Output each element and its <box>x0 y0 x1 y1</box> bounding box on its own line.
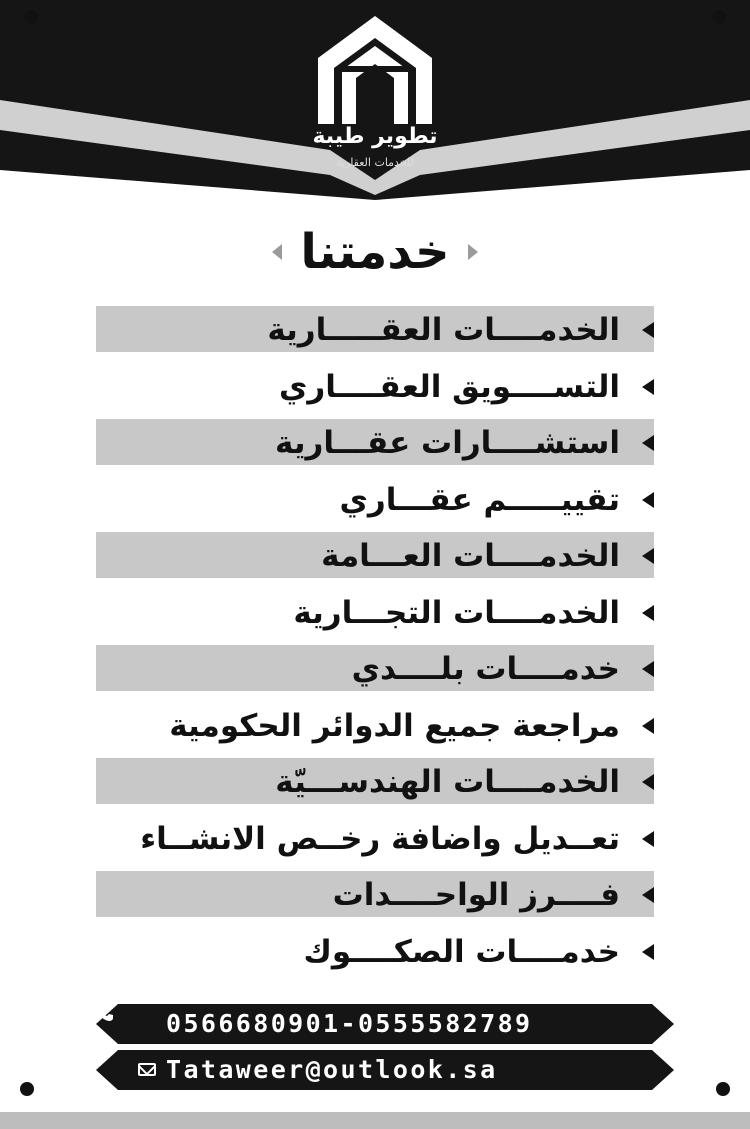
service-label: تقييـــــم عقـــاري <box>339 481 620 518</box>
service-label: الخدمــــات العقـــــارية <box>267 312 620 349</box>
phone-bar <box>96 1004 674 1044</box>
services-list <box>96 302 656 980</box>
service-item <box>96 754 656 811</box>
bullet-arrow-icon <box>642 831 654 847</box>
service-label: التســــويق العقــــاري <box>278 368 620 405</box>
brand-subtitle: للخدمات العقارية <box>336 156 414 169</box>
bullet-arrow-icon <box>642 322 654 338</box>
phone-numbers[interactable]: 0566680901-0555582789 <box>166 1009 533 1038</box>
service-label: تعــديل واضافة رخــص الانشــاء <box>140 820 620 857</box>
corner-dot-top-right <box>712 10 726 24</box>
service-item <box>96 924 656 981</box>
mail-icon <box>138 1063 156 1076</box>
bullet-arrow-icon <box>642 944 654 960</box>
services-heading: خدمتنا <box>300 224 450 280</box>
bullet-arrow-icon <box>642 548 654 564</box>
service-item <box>96 867 656 924</box>
service-item <box>96 811 656 868</box>
heading-arrow-right-icon <box>468 244 478 260</box>
bullet-arrow-icon <box>642 435 654 451</box>
service-label: الخدمــــات العـــامة <box>321 538 620 575</box>
bullet-arrow-icon <box>642 661 654 677</box>
service-item <box>96 472 656 529</box>
corner-dot-top-left <box>24 10 38 24</box>
service-item <box>96 698 656 755</box>
service-label: الخدمــــات التجـــارية <box>293 594 620 631</box>
bullet-arrow-icon <box>642 774 654 790</box>
service-item <box>96 641 656 698</box>
bullet-arrow-icon <box>642 718 654 734</box>
service-label: خدمــــات الصكــــوك <box>303 933 620 970</box>
service-item <box>96 415 656 472</box>
bullet-arrow-icon <box>642 379 654 395</box>
service-item <box>96 528 656 585</box>
heading-arrow-left-icon <box>272 244 282 260</box>
email-bar <box>96 1050 674 1090</box>
bullet-arrow-icon <box>642 605 654 621</box>
bullet-arrow-icon <box>642 887 654 903</box>
service-label: الخدمــــات الهندســـيّة <box>275 764 620 801</box>
corner-dot-bottom-right <box>716 1082 730 1096</box>
header-banner <box>0 0 750 200</box>
service-label: فــــرز الواحــــدات <box>332 877 620 914</box>
service-item <box>96 585 656 642</box>
phone-icon <box>96 1004 114 1022</box>
brand-name: تطوير طيبة <box>312 124 438 149</box>
service-label: استشــــارات عقـــارية <box>275 425 620 462</box>
footer-band <box>0 1112 750 1129</box>
service-item <box>96 359 656 416</box>
bullet-arrow-icon <box>642 492 654 508</box>
service-label: مراجعة جميع الدوائر الحكومية <box>169 707 620 744</box>
email-address[interactable]: Tataweer@outlook.sa <box>166 1055 498 1084</box>
services-heading-row <box>200 222 550 282</box>
service-item <box>96 302 656 359</box>
house-logo-icon <box>316 14 434 124</box>
corner-dot-bottom-left <box>20 1082 34 1096</box>
service-label: خدمــــات بلــــدي <box>351 651 620 688</box>
